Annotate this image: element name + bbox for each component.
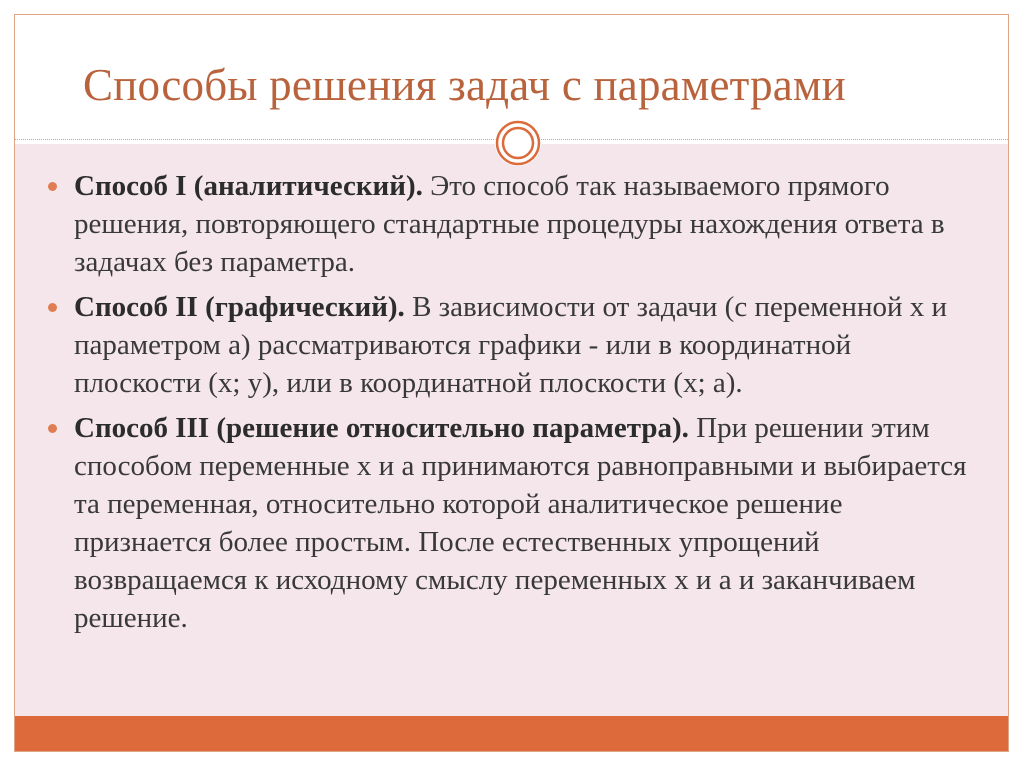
slide-title: Способы решения задач с параметрами [83, 60, 846, 110]
method-description: Это способ так называемого прямого решения, повторяющего стандартные процедуры нахождения ответа в задачах без параметра. [74, 170, 945, 278]
list-item [46, 288, 976, 402]
bullet-icon [48, 182, 57, 191]
method-description: При решении этим способом переменные х и а принимаются равноправными и выбирается та переменная, относительно которой аналитическое решение признается более простым. После естественных упрощений возвращаемся к исходному смыслу переменных х и а и заканчиваем решение. [74, 412, 967, 634]
bullet-icon [48, 303, 57, 312]
list-item [46, 167, 976, 281]
footer-accent-bar [15, 716, 1008, 752]
method-term: Способ I (аналитический). [74, 170, 423, 202]
double-ring-ornament-icon [494, 119, 542, 167]
method-term: Способ II (графический). [74, 291, 405, 323]
method-description: В зависимости от задачи (с переменной х и параметром а) рассматриваются графики - или в координатной плоскости (х; у), или в координатной плоскости (х; а). [74, 291, 948, 399]
list-item [46, 409, 976, 637]
method-term: Способ III (решение относительно параметра). [74, 412, 689, 444]
bullet-list [46, 167, 976, 644]
bullet-icon [48, 424, 57, 433]
